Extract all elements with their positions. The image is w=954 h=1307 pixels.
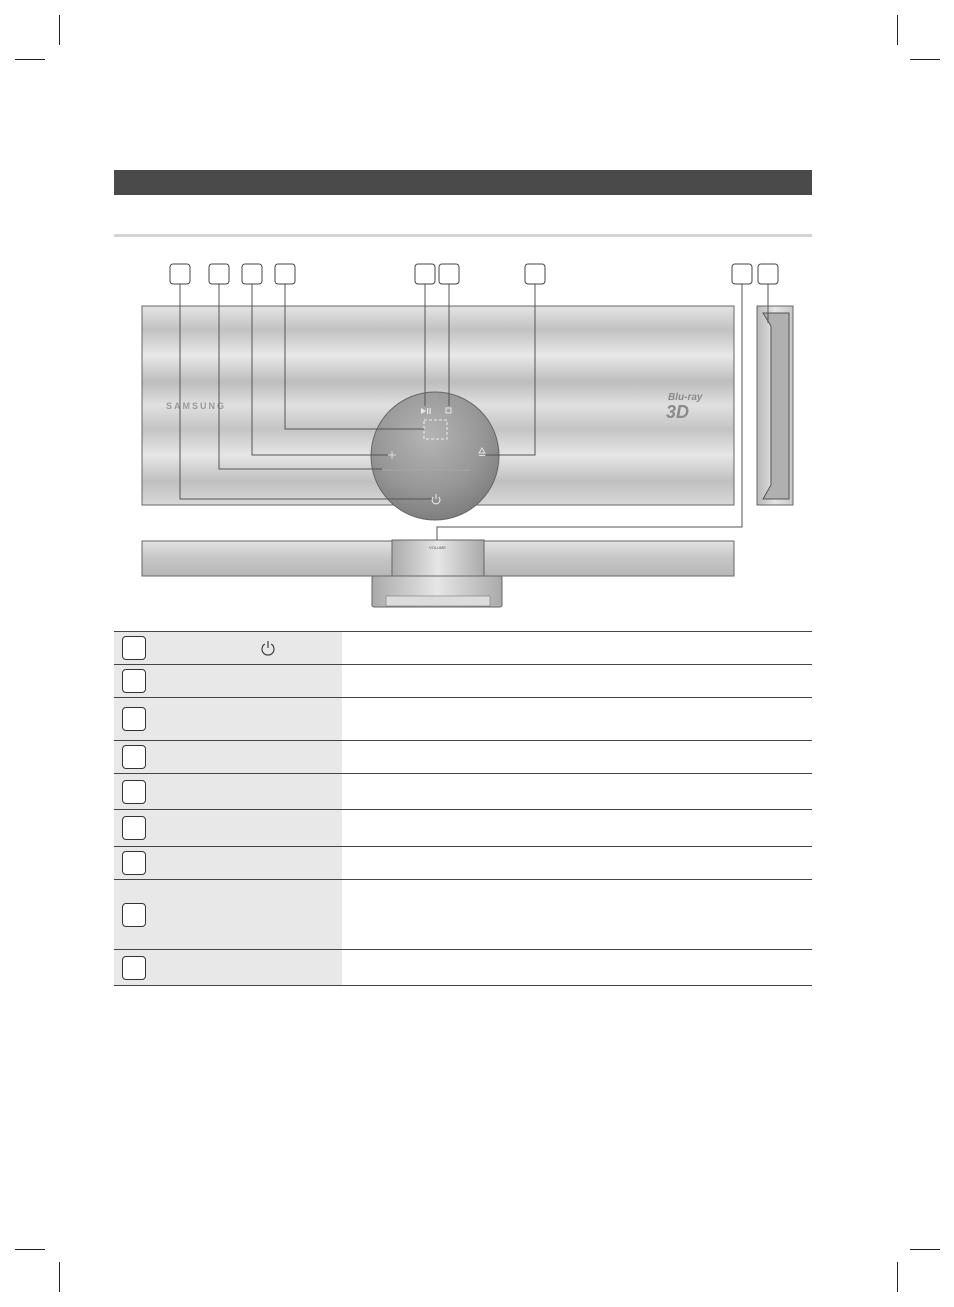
table-row	[114, 741, 812, 774]
part-number-badge	[122, 707, 146, 731]
part-description	[342, 774, 812, 810]
part-name-cell	[114, 950, 342, 986]
callout-marker-1	[170, 264, 190, 284]
table-row	[114, 880, 812, 950]
parts-table	[114, 631, 812, 986]
stand-foot-inner	[386, 596, 490, 606]
part-description	[342, 847, 812, 880]
part-description	[342, 950, 812, 986]
part-name-cell	[114, 665, 342, 698]
part-number-badge	[122, 780, 146, 804]
part-name-cell	[114, 698, 342, 741]
table-row	[114, 665, 812, 698]
part-name-cell	[114, 810, 342, 847]
volume-label: VOLUME	[429, 545, 446, 550]
crop-mark-bottom-right-h	[910, 1249, 940, 1250]
blu-ray-logo-text: Blu-ray	[668, 392, 703, 403]
part-description	[342, 632, 812, 665]
table-row	[114, 698, 812, 741]
part-number-badge	[122, 903, 146, 927]
callout-marker-6	[439, 264, 459, 284]
part-name-cell	[114, 774, 342, 810]
part-name-cell	[114, 741, 342, 774]
bottom-bar-left	[142, 541, 394, 576]
power-icon	[260, 640, 276, 656]
bottom-bar-right	[482, 541, 734, 576]
part-number-badge	[122, 956, 146, 980]
callout-marker-2	[209, 264, 229, 284]
part-description	[342, 880, 812, 950]
callout-marker-3	[242, 264, 262, 284]
callout-marker-7	[525, 264, 545, 284]
crop-mark-bottom-left-v	[59, 1262, 60, 1292]
table-row	[114, 847, 812, 880]
part-number-badge	[122, 816, 146, 840]
samsung-logo: SAMSUNG	[166, 401, 227, 411]
callout-markers	[170, 264, 778, 284]
table-row	[114, 810, 812, 847]
part-description	[342, 810, 812, 847]
part-number-badge	[122, 669, 146, 693]
part-number-badge	[122, 636, 146, 660]
front-panel-illustration	[0, 0, 954, 620]
part-description	[342, 665, 812, 698]
part-description	[342, 698, 812, 741]
table-row	[114, 774, 812, 810]
part-name-cell	[114, 632, 342, 665]
table-row	[114, 632, 812, 665]
callout-marker-8	[732, 264, 752, 284]
part-number-badge	[122, 851, 146, 875]
callout-marker-5	[415, 264, 435, 284]
table-row	[114, 950, 812, 986]
part-number-badge	[122, 745, 146, 769]
control-dial	[371, 392, 499, 520]
callout-marker-9	[758, 264, 778, 284]
3d-logo-text: 3D	[666, 402, 690, 422]
part-name-cell	[114, 880, 342, 950]
crop-mark-bottom-left-h	[15, 1249, 45, 1250]
callout-marker-4	[275, 264, 295, 284]
part-description	[342, 741, 812, 774]
crop-mark-bottom-right-v	[897, 1262, 898, 1292]
part-name-cell	[114, 847, 342, 880]
